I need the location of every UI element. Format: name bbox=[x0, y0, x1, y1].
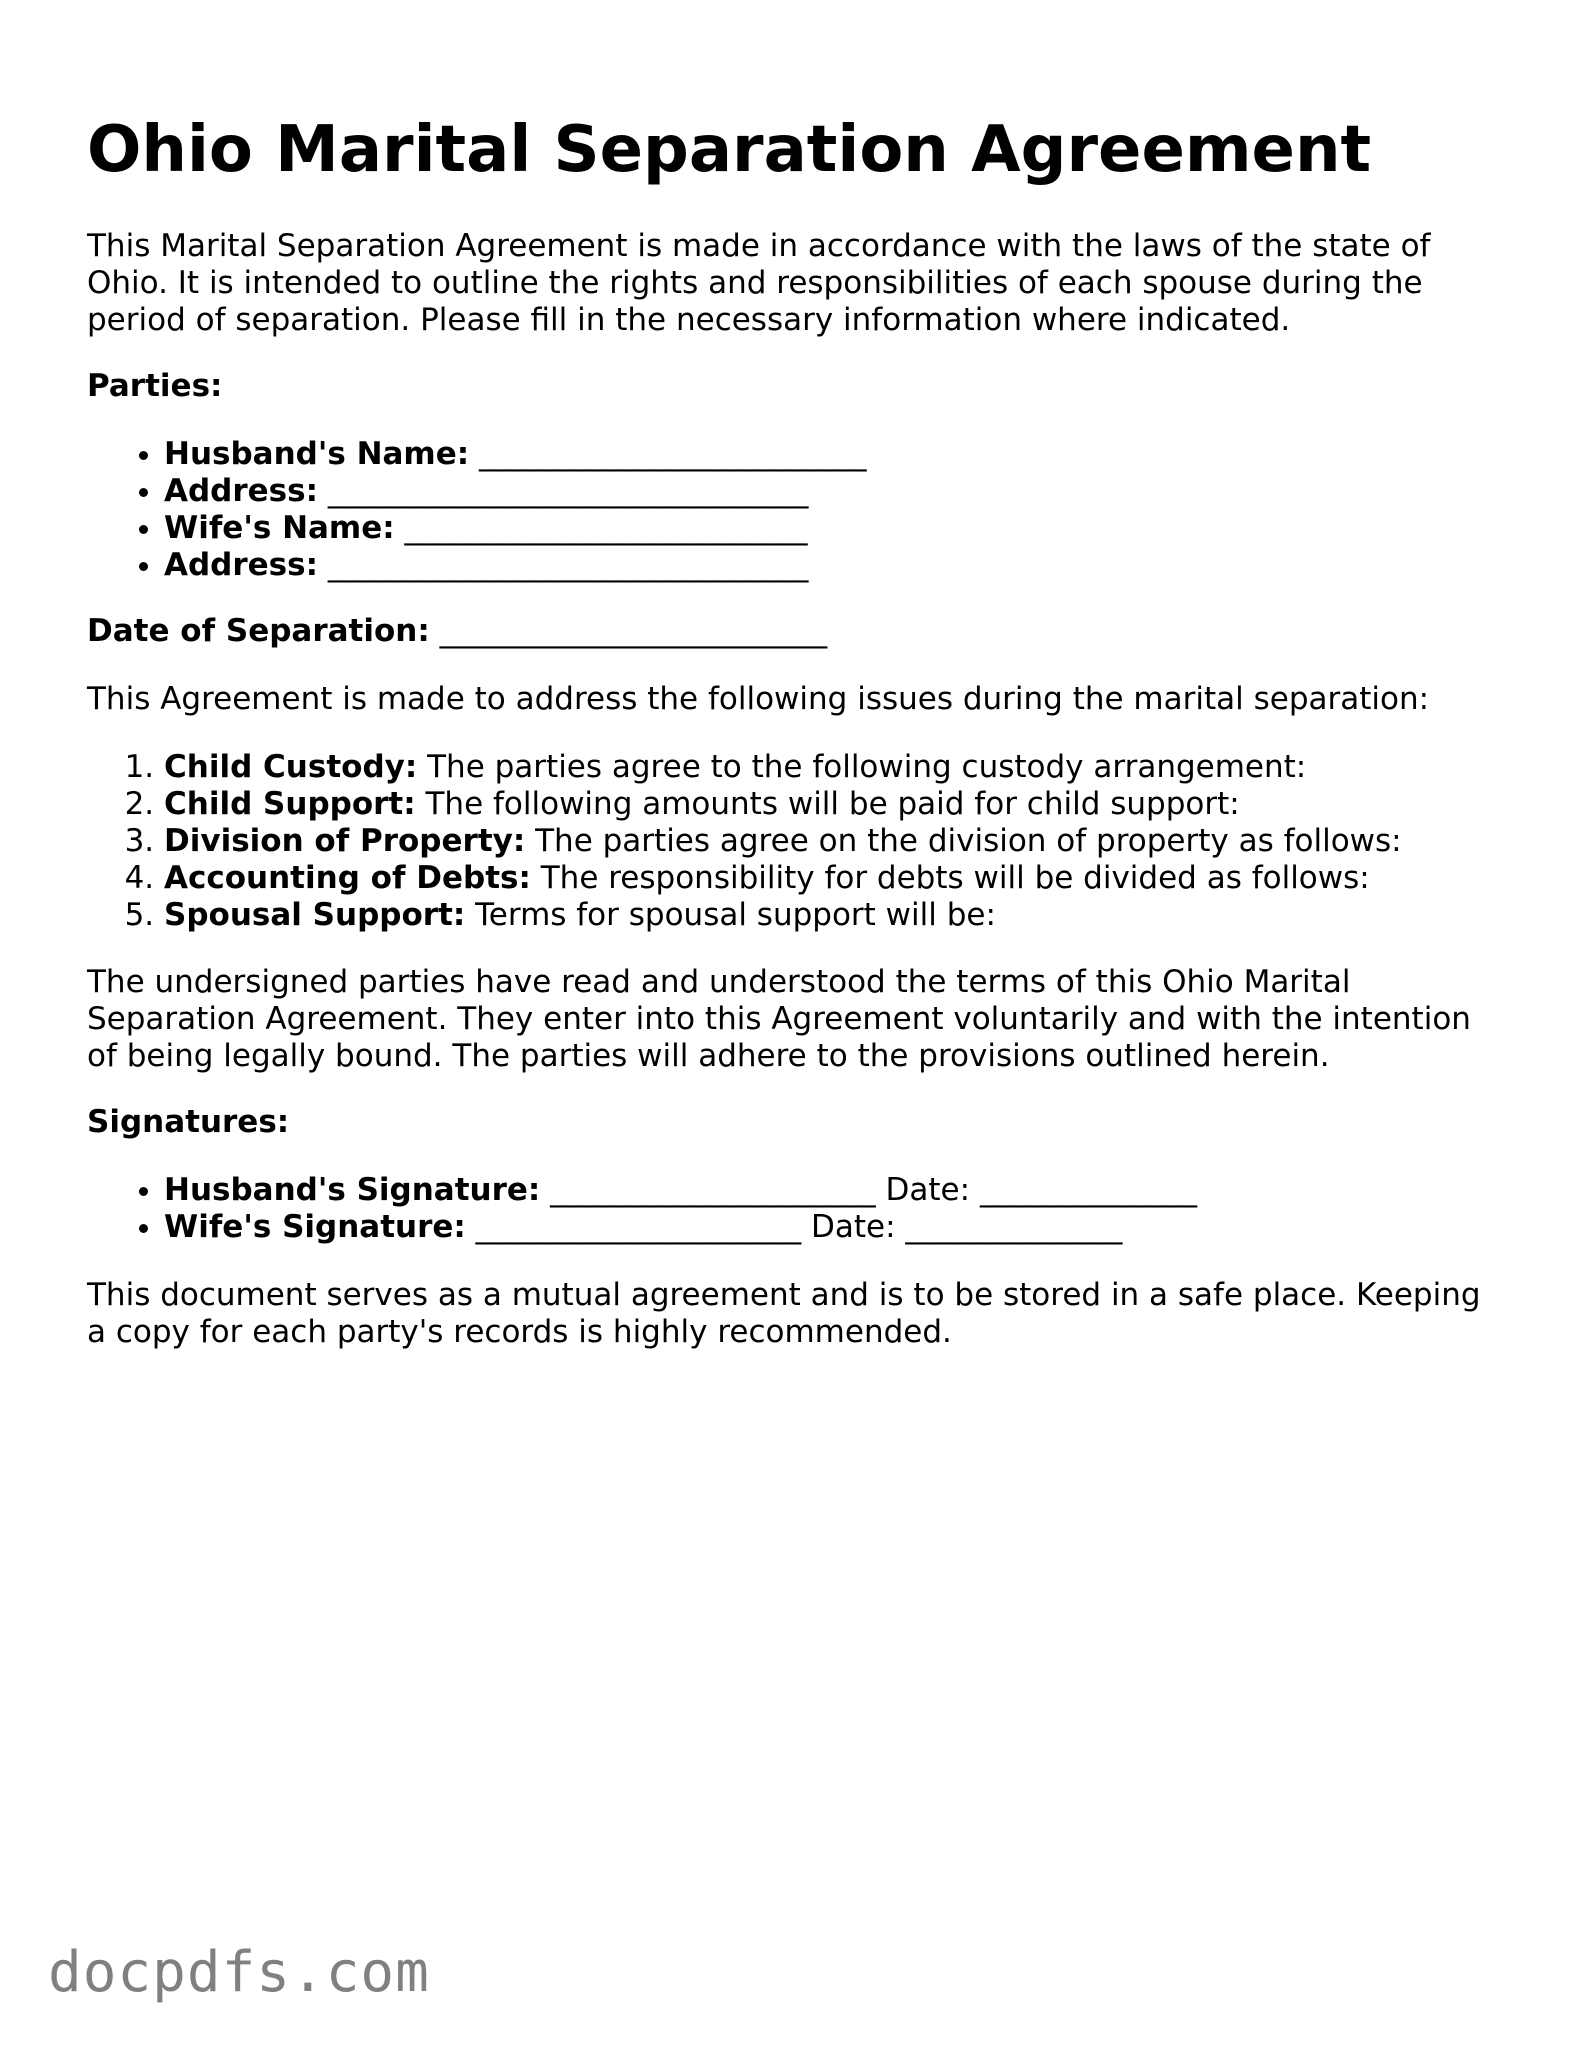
issue-text: The parties agree on the division of property as follows: bbox=[535, 823, 1402, 859]
party-item-wife-name bbox=[164, 510, 1574, 547]
party-item-husband-name bbox=[164, 436, 1574, 473]
issue-label: Spousal Support: bbox=[164, 897, 466, 933]
issues-list bbox=[87, 749, 1574, 934]
wife-name-field[interactable]: __________________________ bbox=[404, 510, 808, 546]
signature-item-husband bbox=[164, 1172, 1574, 1209]
issue-text: The responsibility for debts will be divided as follows: bbox=[540, 860, 1370, 896]
party-item-wife-address bbox=[164, 547, 1574, 584]
issue-label: Division of Property: bbox=[164, 823, 526, 859]
issue-label: Child Custody: bbox=[164, 749, 418, 785]
signatures-list bbox=[87, 1172, 1574, 1246]
issue-spousal-support bbox=[164, 897, 1574, 934]
date-label: Date: bbox=[885, 1172, 971, 1208]
party-item-husband-address bbox=[164, 473, 1574, 510]
signature-item-wife bbox=[164, 1209, 1574, 1246]
issue-accounting-of-debts bbox=[164, 860, 1574, 897]
field-label: Address: bbox=[164, 473, 318, 509]
signature-label: Wife's Signature: bbox=[164, 1209, 466, 1245]
intro-paragraph: This Marital Separation Agreement is made in accordance with the laws of the state of Ohio. It is intended to outline the rights and responsibilities of each spouse during the period of separation. Please fill in the necessary information where indicated. bbox=[87, 228, 1431, 338]
parties-heading: Parties: bbox=[87, 368, 223, 404]
signature-label: Husband's Signature: bbox=[164, 1172, 541, 1208]
field-label: Wife's Name: bbox=[164, 510, 395, 546]
parties-list bbox=[87, 436, 1574, 584]
issue-text: Terms for spousal support will be: bbox=[475, 897, 996, 933]
date-of-separation-field[interactable]: _________________________ bbox=[439, 613, 828, 649]
wife-address-field[interactable]: _______________________________ bbox=[327, 547, 809, 583]
field-label: Husband's Name: bbox=[164, 436, 470, 472]
issue-label: Accounting of Debts: bbox=[164, 860, 531, 896]
date-label: Date: bbox=[811, 1209, 896, 1245]
watermark-logo: docpdfs.com bbox=[48, 1940, 430, 2005]
date-of-separation-label: Date of Separation: bbox=[87, 613, 430, 649]
wife-signature-field[interactable]: _____________________ bbox=[475, 1209, 802, 1245]
issue-division-of-property bbox=[164, 823, 1574, 860]
signatures-heading: Signatures: bbox=[87, 1104, 290, 1140]
husband-name-field[interactable]: _________________________ bbox=[479, 436, 867, 472]
issue-text: The following amounts will be paid for child support: bbox=[425, 786, 1240, 822]
closing-paragraph: This document serves as a mutual agreement and is to be stored in a safe place. Keeping a copy for each party's records is highly recommended. bbox=[87, 1277, 1481, 1350]
wife-date-field[interactable]: ______________ bbox=[905, 1209, 1123, 1245]
husband-address-field[interactable]: _______________________________ bbox=[327, 473, 809, 509]
date-of-separation-row bbox=[87, 613, 1497, 650]
husband-signature-field[interactable]: _____________________ bbox=[550, 1172, 876, 1208]
issues-intro: This Agreement is made to address the following issues during the marital separation: bbox=[87, 681, 1430, 717]
husband-date-field[interactable]: ______________ bbox=[979, 1172, 1197, 1208]
issue-text: The parties agree to the following custody arrangement: bbox=[427, 749, 1307, 785]
issue-child-support bbox=[164, 786, 1574, 823]
acknowledgement-paragraph: The undersigned parties have read and understood the terms of this Ohio Marital Separation Agreement. They enter into this Agreement voluntarily and with the intention of being legally bound. The parties will adhere to the provisions outlined herein. bbox=[87, 964, 1471, 1074]
field-label: Address: bbox=[164, 547, 318, 583]
issue-child-custody bbox=[164, 749, 1574, 786]
issue-label: Child Support: bbox=[164, 786, 416, 822]
document-title: Ohio Marital Separation Agreement bbox=[87, 113, 1372, 187]
